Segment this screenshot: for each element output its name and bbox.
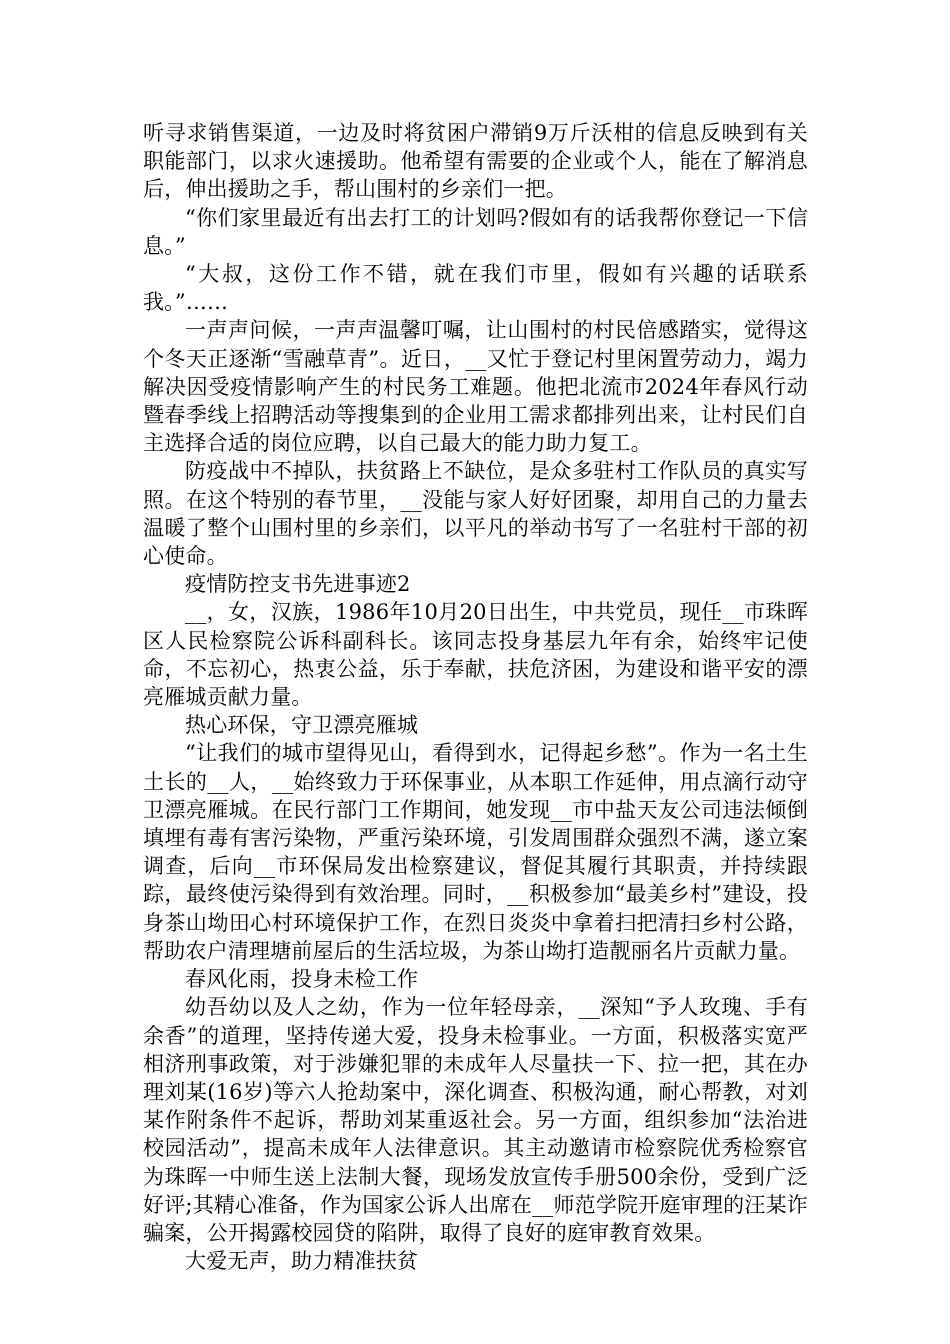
- section-heading: 热心环保，守卫漂亮雁城: [185, 713, 419, 738]
- paragraph: 听寻求销售渠道，一边及时将贫困户滞销9万斤沃柑的信息反映到有关职能部门，以求火速援助。他希望有需要的企业或个人，能在了解消息后，伸出援助之手，帮山围村的乡亲们一把。: [143, 121, 808, 202]
- paragraph: 防疫战中不掉队，扶贫路上不缺位，是众多驻村工作队员的真实写照。在这个特别的春节里，__没能与家人好好团聚，却用自己的力量去温暖了整个山围村里的乡亲们，以平凡的举动书写了一名驻村干部的初心使命。: [143, 459, 808, 569]
- paragraph: __，女，汉族，1986年10月20日出生，中共党员，现任__市珠晖区人民检察院公诉科副科长。该同志投身基层九年有余，始终牢记使命，不忘初心，热衷公益，乐于奉献，扶危济困，为建设和谐平安的漂亮雁城贡献力量。: [143, 600, 808, 710]
- section-heading: 春风化雨，投身未检工作: [185, 967, 419, 992]
- paragraph: 一声声问候，一声声温馨叮嘱，让山围村的村民倍感踏实，觉得这个冬天正逐渐“雪融草青”。近日，__又忙于登记村里闲置劳动力，竭力解决因受疫情影响产生的村民务工难题。他把北流市2024年春风行动暨春季线上招聘活动等搜集到的企业用工需求都排列出来，让村民们自主选择合适的岗位应聘，以自己最大的能力助力复工。: [143, 318, 808, 456]
- section-heading: 大爱无声，助力精准扶贫: [185, 1249, 419, 1274]
- paragraph: “让我们的城市望得见山，看得到水，记得起乡愁”。作为一名土生土长的__人，__始终致力于环保事业，从本职工作延伸，用点滴行动守卫漂亮雁城。在民行部门工作期间，她发现__市中盐天友公司违法倾倒填埋有毒有害污染物，严重污染环境，引发周围群众强烈不满，遂立案调查，后向__市环保局发出检察建议，督促其履行其职责，并持续跟踪，最终使污染得到有效治理。同时，__积极参加“最美乡村”建设，投身茶山坳田心村环境保护工作，在烈日炎炎中拿着扫把清扫乡村公路，帮助农户清理塘前屋后的生活垃圾，为茶山坳打造靓丽名片贡献力量。: [143, 741, 808, 963]
- section-heading: 疫情防控支书先进事迹2: [185, 572, 411, 597]
- paragraph: “你们家里最近有出去打工的计划吗?假如有的话我帮你登记一下信息。”: [143, 205, 808, 258]
- paragraph: “大叔，这份工作不错，就在我们市里，假如有兴趣的话联系我。”……: [143, 262, 808, 315]
- paragraph: 幼吾幼以及人之幼，作为一位年轻母亲，__深知“予人玫瑰、手有余香”的道理，坚持传递大爱，投身未检事业。一方面，积极落实宽严相济刑事政策，对于涉嫌犯罪的未成年人尽量扶一下、拉一把，其在办理刘某(16岁)等六人抢劫案中，深化调查、积极沟通，耐心帮教，对刘某作附条件不起诉，帮助刘某重返社会。另一方面，组织参加“法治进校园活动”，提高未成年人法律意识。其主动邀请市检察院优秀检察官为珠晖一中师生送上法制大餐，现场发放宣传手册500余份，受到广泛好评;其精心准备，作为国家公诉人出席在__师范学院开庭审理的汪某诈骗案，公开揭露校园贷的陷阱，取得了良好的庭审教育效果。: [143, 995, 808, 1245]
- document-page: [143, 119, 808, 1275]
